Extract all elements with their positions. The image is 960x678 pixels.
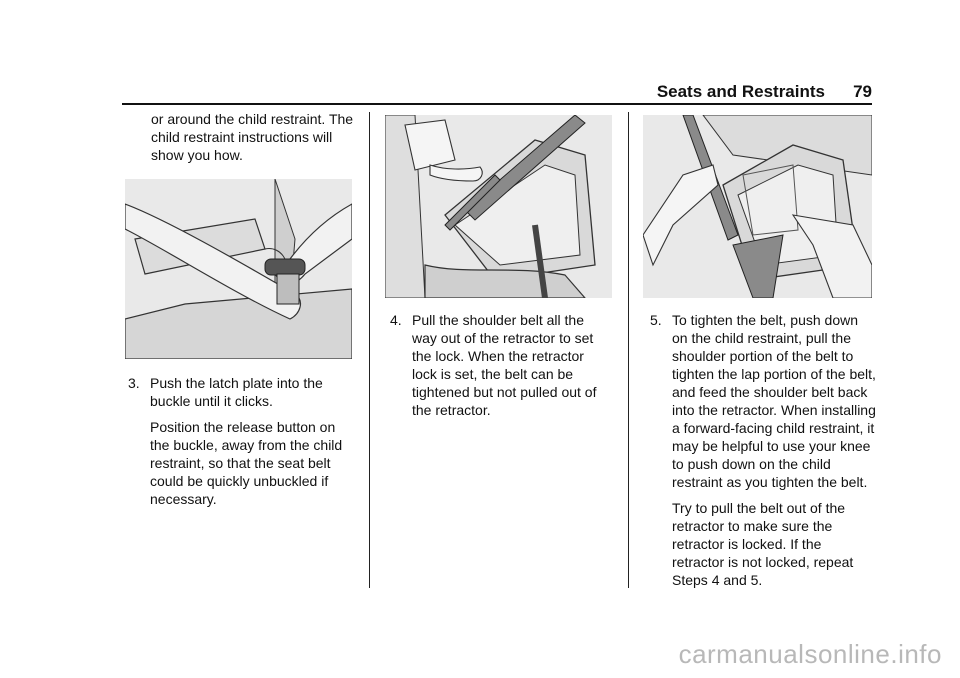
step-5-number: 5. [650,312,662,328]
shoulder-belt-illustration [385,115,612,298]
watermark: carmanualsonline.info [678,639,942,669]
page-number: 79 [853,82,872,101]
step-5-followup: Try to pull the belt out of the retractor to make sure the retractor is locked. If the retractor is not locked, repeat Steps 4 and 5. [672,500,854,588]
step-4 [390,311,612,419]
step-4-number: 4. [390,312,402,328]
step-5-text: To tighten the belt, push down on the child restraint, pull the shoulder portion of the belt to tighten the lap portion of the belt, and feed the shoulder belt back into the retractor. When installing a forward-facing child restraint, it may be helpful to use your knee to push down on the child restraint as you tighten the belt. [672,312,876,490]
continued-paragraph: or around the child restraint. The child restraint instructions will show you how. [151,111,354,163]
step-3 [128,374,356,508]
step-5 [650,311,876,589]
step-3-followup: Position the release button on the buckle, away from the child restraint, so that the seat belt could be quickly unbuckled if necessary. [150,419,343,507]
header-rule [122,103,872,105]
latch-plate-illustration [125,179,352,359]
column-divider-1 [369,112,370,588]
section-title: Seats and Restraints [656,82,825,101]
step-4-text: Pull the shoulder belt all the way out of the retractor to set the lock. When the retractor lock is set, the belt can be tightened but not pulled out of the retractor. [412,312,597,418]
tighten-belt-illustration [643,115,872,298]
column-divider-2 [628,112,629,588]
step-3-text: Push the latch plate into the buckle until it clicks. [150,375,323,409]
step-3-number: 3. [128,375,140,391]
